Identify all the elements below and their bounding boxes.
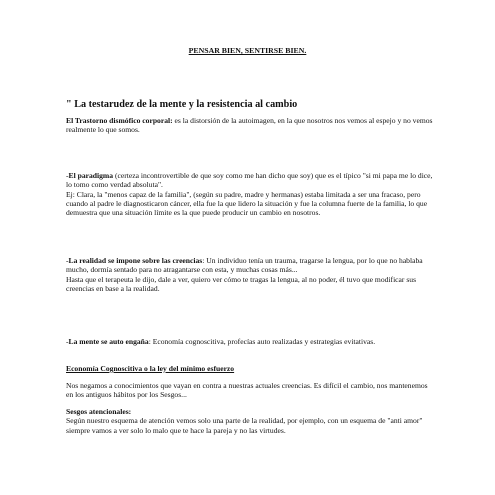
dash-prefix: -	[66, 171, 69, 180]
document-title: PENSAR BIEN, SENTIRSE BIEN.	[188, 46, 307, 55]
paragraph-trastorno	[66, 116, 434, 135]
text-paradigma: (certeza incontrovertible de que soy como me han dicho que soy) que es el típico "si mi papa me lo dice, lo tomo como verdad absoluta".	[66, 171, 433, 190]
section-heading: " La testarudez de la mente y la resistencia al cambio	[66, 99, 298, 110]
term-sesgos: Sesgos atencionales:	[66, 407, 132, 416]
subheading-economia	[66, 364, 434, 373]
paragraph-mente	[66, 337, 434, 346]
dash-prefix: -	[66, 256, 69, 265]
text-realidad-2: Hasta que el terapeuta le dijo, dale a ver, quiero ver cómo te tragas la lengua, al no poder, él tuvo que modificar sus creencias en base a la realidad.	[66, 274, 417, 293]
term-mente: La mente se auto engaña	[68, 337, 149, 346]
paragraph-negamos: Nos negamos a conocimientos que vayan en contra a nuestras actuales creencias. Es difícil el cambio, nos mantenemos en los antiguos hábitos por los Sesgos...	[66, 381, 428, 400]
term-realidad: La realidad se impone sobre las creencias	[68, 256, 203, 265]
text-sesgos: Según nuestro esquema de atención vemos solo una parte de la realidad, por ejemplo, con un esquema de "anti amor" siempre vamos a ver solo lo malo que te hace la pareja y no las virtudes.	[66, 416, 423, 435]
term-paradigma: El paradigma	[68, 171, 114, 180]
example-paradigma: Ej: Clara, la "menos capaz de la familia", (según su padre, madre y hermanas) estaba limitada a ser una fracaso, pero cuando al padre le diagnosticaron cáncer, ella fue la que lidero la situación y fue la columna fuerte de la familia, lo que demuestra que una situación límite es la que puede producir un cambio en nosotros.	[66, 189, 428, 218]
text-mente: : Economía cognoscitiva, profecías auto realizadas y estrategias evitativas.	[148, 337, 376, 346]
text-trastorno: es la distorsión de la autoimagen, en la que nosotros nos vemos al espejo y no vemos realmente lo que somos.	[66, 116, 433, 135]
paragraph-realidad	[66, 256, 434, 293]
subheading-economia-text: Economía Cognoscitiva o la ley del mínimo esfuerzo	[66, 364, 235, 373]
paragraph-sesgos	[66, 407, 434, 435]
text-realidad: : Un individuo tenía un trauma, tragarse la lengua, por lo que no hablaba mucho, dormía sentado para no atragantarse con esta, y muchas cosas más...	[66, 256, 423, 275]
dash-prefix: -	[66, 337, 69, 346]
term-trastorno: El Trastorno dismófico corporal:	[66, 116, 173, 125]
paragraph-paradigma	[66, 171, 434, 217]
